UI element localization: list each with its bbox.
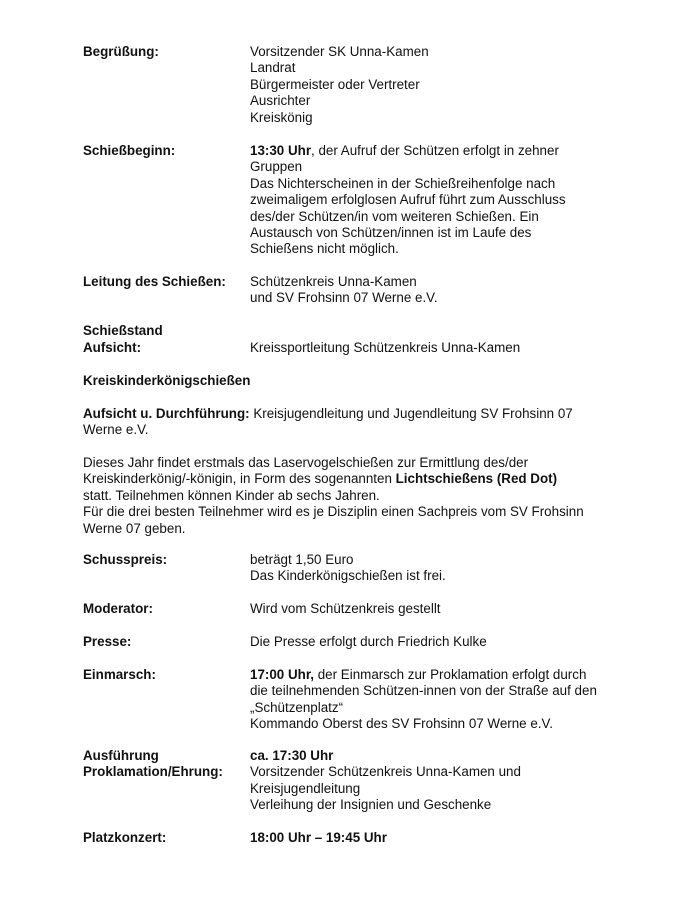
schiessbeginn-line: zweimaligem erfolglosen Aufruf führt zum Ausschluss xyxy=(250,192,566,208)
kinder-aufsicht-value: Kreisjugendleitung und Jugendleitung SV Frohsinn 07 xyxy=(249,406,573,421)
presse-label: Presse: xyxy=(83,634,132,649)
einmarsch-line xyxy=(250,667,630,683)
begruessung-line: Ausrichter xyxy=(250,93,311,109)
kinder-paragraph-line: Dieses Jahr findet erstmals das Laservogelschießen zur Ermittlung des/der xyxy=(83,455,529,470)
ausfuehrung-line: Kreisjugendleitung xyxy=(250,780,361,796)
schiessbeginn-time: 13:30 Uhr xyxy=(250,143,312,158)
aufsicht-label: Aufsicht: xyxy=(83,340,142,355)
schusspreis-label: Schusspreis: xyxy=(83,552,168,567)
begruessung-label: Begrüßung: xyxy=(83,44,159,59)
ausfuehrung-values xyxy=(250,748,630,814)
presse-value: Die Presse erfolgt durch Friedrich Kulke xyxy=(250,634,487,649)
proklamation-label: Proklamation/Ehrung: xyxy=(83,764,223,780)
ausfuehrung-label: Ausführung xyxy=(83,748,159,763)
einmarsch-line: Kommando Oberst des SV Frohsinn 07 Werne e.V. xyxy=(250,716,553,732)
einmarsch-line: „Schützenplatz“ xyxy=(250,699,344,715)
schiessbeginn-line: Schießens nicht möglich. xyxy=(250,241,399,257)
kinder-paragraph-line: statt. Teilnehmen können Kinder ab sechs Jahren. xyxy=(83,487,380,503)
schiessbeginn-line1-rest: , der Aufruf der Schützen erfolgt in zehner xyxy=(311,143,559,158)
kinderkoenig-title: Kreiskinderkönigschießen xyxy=(83,373,251,388)
schusspreis-line: Das Kinderkönigschießen ist frei. xyxy=(250,568,446,584)
moderator-value: Wird vom Schützenkreis gestellt xyxy=(250,601,441,616)
kinder-description-text xyxy=(83,455,623,537)
kinder-p2-text: Kreiskinderkönig/-königin, in Form des sogenannten xyxy=(83,471,396,487)
platzkonzert-label: Platzkonzert: xyxy=(83,830,167,845)
begruessung-values xyxy=(250,44,630,126)
schusspreis-values xyxy=(250,552,630,585)
schiessbeginn-label: Schießbeginn: xyxy=(83,143,176,158)
platzkonzert-value: 18:00 Uhr – 19:45 Uhr xyxy=(250,830,387,845)
leitung-label: Leitung des Schießen: xyxy=(83,274,226,289)
ausfuehrung-line: Vorsitzender Schützenkreis Unna-Kamen und xyxy=(250,764,521,780)
schiessbeginn-values xyxy=(250,143,630,258)
schiessbeginn-line: des/der Schützen/in vom weiteren Schießen. Ein xyxy=(250,208,539,224)
kinder-p2-bold: Lichtschießens (Red Dot) xyxy=(395,471,558,487)
schiessstand-value: Kreissportleitung Schützenkreis Unna-Kamen xyxy=(250,340,521,355)
kinder-aufsicht-line xyxy=(83,406,623,422)
schiessbeginn-line: Gruppen xyxy=(250,159,303,175)
begruessung-line: Landrat xyxy=(250,60,296,76)
einmarsch-line: die teilnehmenden Schützen-innen von der Straße auf den xyxy=(250,683,597,699)
begruessung-line: Vorsitzender SK Unna-Kamen xyxy=(250,44,429,59)
schiessbeginn-line: Austausch von Schützen/innen ist im Laufe des xyxy=(250,225,532,241)
ausfuehrung-line: Verleihung der Insignien und Geschenke xyxy=(250,797,492,813)
kinder-aufsicht-line2: Werne e.V. xyxy=(83,422,149,438)
kinder-aufsicht-label: Aufsicht u. Durchführung: xyxy=(83,406,250,421)
leitung-values xyxy=(250,274,630,307)
begruessung-line: Bürgermeister oder Vertreter xyxy=(250,76,420,92)
begruessung-line: Kreiskönig xyxy=(250,109,313,125)
kinderkoenig-heading xyxy=(83,373,623,389)
einmarsch-line1-rest: der Einmarsch zur Proklamation erfolgt durch xyxy=(314,667,587,682)
einmarsch-label: Einmarsch: xyxy=(83,667,156,682)
kinder-paragraph-line xyxy=(83,471,623,487)
einmarsch-time: 17:00 Uhr, xyxy=(250,667,315,682)
schusspreis-line: beträgt 1,50 Euro xyxy=(250,552,354,567)
schiessstand-label: Schießstand xyxy=(83,323,163,338)
leitung-line: Schützenkreis Unna-Kamen xyxy=(250,274,417,289)
moderator-label: Moderator: xyxy=(83,601,153,616)
leitung-line: und SV Frohsinn 07 Werne e.V. xyxy=(250,290,438,306)
schiessbeginn-line xyxy=(250,143,630,159)
kinder-paragraph-line: Werne 07 geben. xyxy=(83,520,186,536)
ausfuehrung-time: ca. 17:30 Uhr xyxy=(250,748,334,763)
kinder-paragraph-line: Für die drei besten Teilnehmer wird es je Disziplin einen Sachpreis vom SV Frohsinn xyxy=(83,504,584,520)
einmarsch-values xyxy=(250,667,630,733)
schiessbeginn-line: Das Nichterscheinen in der Schießreihenfolge nach xyxy=(250,175,556,191)
kinder-aufsicht-text xyxy=(83,406,623,439)
